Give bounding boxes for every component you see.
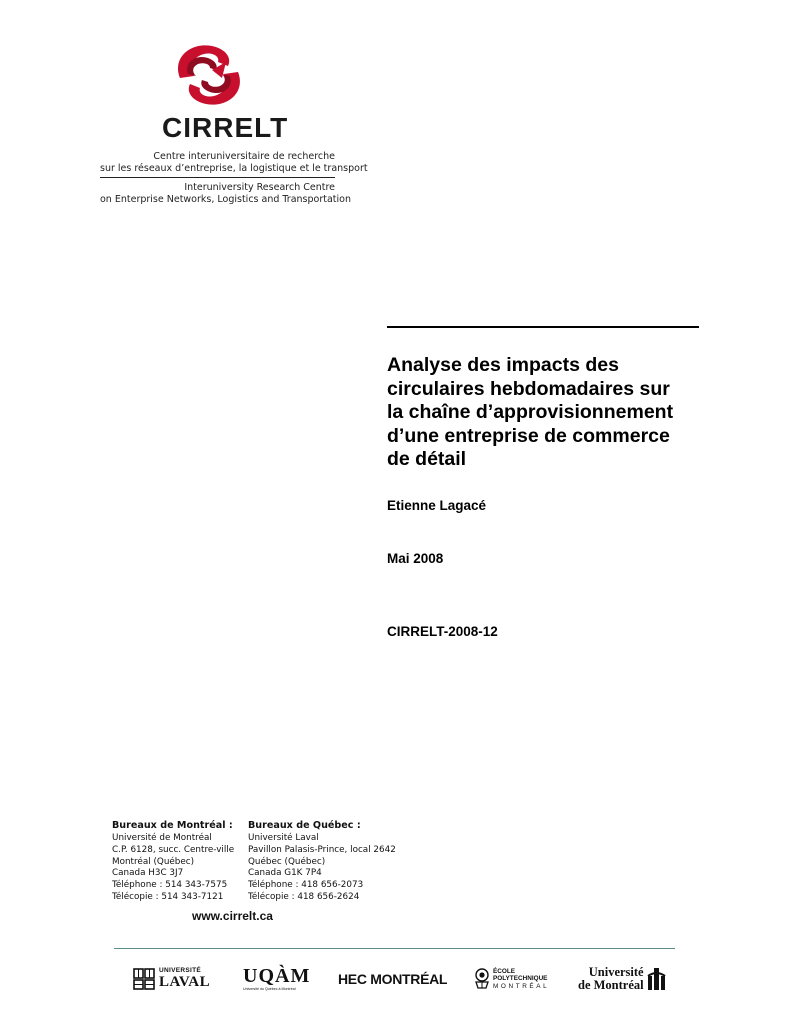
office-line: Université Laval bbox=[248, 833, 319, 843]
polytechnique-logo bbox=[474, 962, 549, 996]
office-line: Université de Montréal bbox=[112, 833, 212, 843]
office-line: C.P. 6128, succ. Centre-ville bbox=[112, 844, 235, 855]
poly-line-polytechnique: POLYTECHNIQUE bbox=[493, 975, 548, 983]
universite-de-montreal-logo bbox=[578, 962, 668, 996]
polytechnique-seal-icon bbox=[474, 968, 490, 990]
office-line: Téléphone : 418 656-2073 bbox=[248, 880, 364, 891]
office-line: Canada H3C 3J7 bbox=[112, 868, 184, 879]
poly-line-ecole: ÉCOLE bbox=[493, 967, 516, 975]
universite-laval-logo bbox=[133, 962, 210, 996]
tagline-english bbox=[100, 182, 351, 206]
report-number: CIRRELT-2008-12 bbox=[387, 624, 498, 639]
laval-label-big: LAVAL bbox=[159, 973, 211, 990]
title-line: la chaîne d’approvisionnement bbox=[387, 401, 674, 423]
udem-line-2: de Montréal bbox=[578, 978, 644, 992]
cirrelt-logo-icon bbox=[166, 40, 252, 110]
office-heading: Bureaux de Québec : bbox=[248, 820, 361, 831]
office-line: Pavillon Palasis-Prince, local 2642 bbox=[248, 844, 396, 855]
tagline-english-line: on Enterprise Networks, Logistics and Transportation bbox=[100, 194, 351, 205]
office-line: Télécopie : 418 656-2624 bbox=[248, 891, 360, 902]
tagline-french-line: Centre interuniversitaire de recherche bbox=[153, 151, 335, 162]
hec-montreal-logo bbox=[338, 962, 447, 996]
website-link[interactable]: www.cirrelt.ca bbox=[192, 909, 273, 923]
title-line: circulaires hebdomadaires sur bbox=[387, 377, 670, 400]
cirrelt-wordmark: CIRRELT bbox=[162, 112, 289, 143]
author-name: Etienne Lagacé bbox=[387, 498, 487, 513]
footer-rule bbox=[114, 948, 675, 949]
hec-label: HEC MONTRÉAL bbox=[338, 971, 448, 987]
publication-date: Mai 2008 bbox=[387, 551, 444, 566]
office-line: Montréal (Québec) bbox=[112, 856, 195, 867]
office-line: Télécopie : 514 343-7121 bbox=[112, 891, 224, 902]
montreal-office bbox=[112, 818, 234, 904]
poly-line-montreal: MONTRÉAL bbox=[493, 982, 550, 990]
title-rule bbox=[387, 326, 699, 328]
tagline-french bbox=[100, 151, 368, 175]
udem-line-1: Université bbox=[588, 965, 644, 979]
uqam-logo bbox=[243, 962, 310, 996]
udem-tower-icon bbox=[646, 966, 668, 992]
office-heading: Bureaux de Montréal : bbox=[112, 820, 233, 831]
uqam-label: UQÀM bbox=[243, 965, 311, 987]
tagline-english-line: Interuniversity Research Centre bbox=[184, 182, 335, 193]
office-line: Téléphone : 514 343-7575 bbox=[112, 880, 228, 891]
office-line: Québec (Québec) bbox=[248, 856, 326, 867]
title-line: Analyse des impacts des bbox=[387, 354, 619, 376]
title-line: d’une entreprise de commerce bbox=[387, 424, 670, 447]
quebec-office bbox=[248, 818, 396, 904]
tagline-divider bbox=[100, 177, 335, 178]
document-title bbox=[387, 354, 717, 472]
office-line: Canada G1K 7P4 bbox=[248, 868, 322, 879]
title-line: de détail bbox=[387, 448, 467, 470]
laval-label-small: UNIVERSITÉ bbox=[159, 967, 202, 975]
laval-grid-icon bbox=[133, 968, 155, 990]
tagline-french-line: sur les réseaux d’entreprise, la logistique et le transport bbox=[100, 163, 368, 174]
uqam-subtitle: Université du Québec à Montréal bbox=[243, 987, 296, 991]
